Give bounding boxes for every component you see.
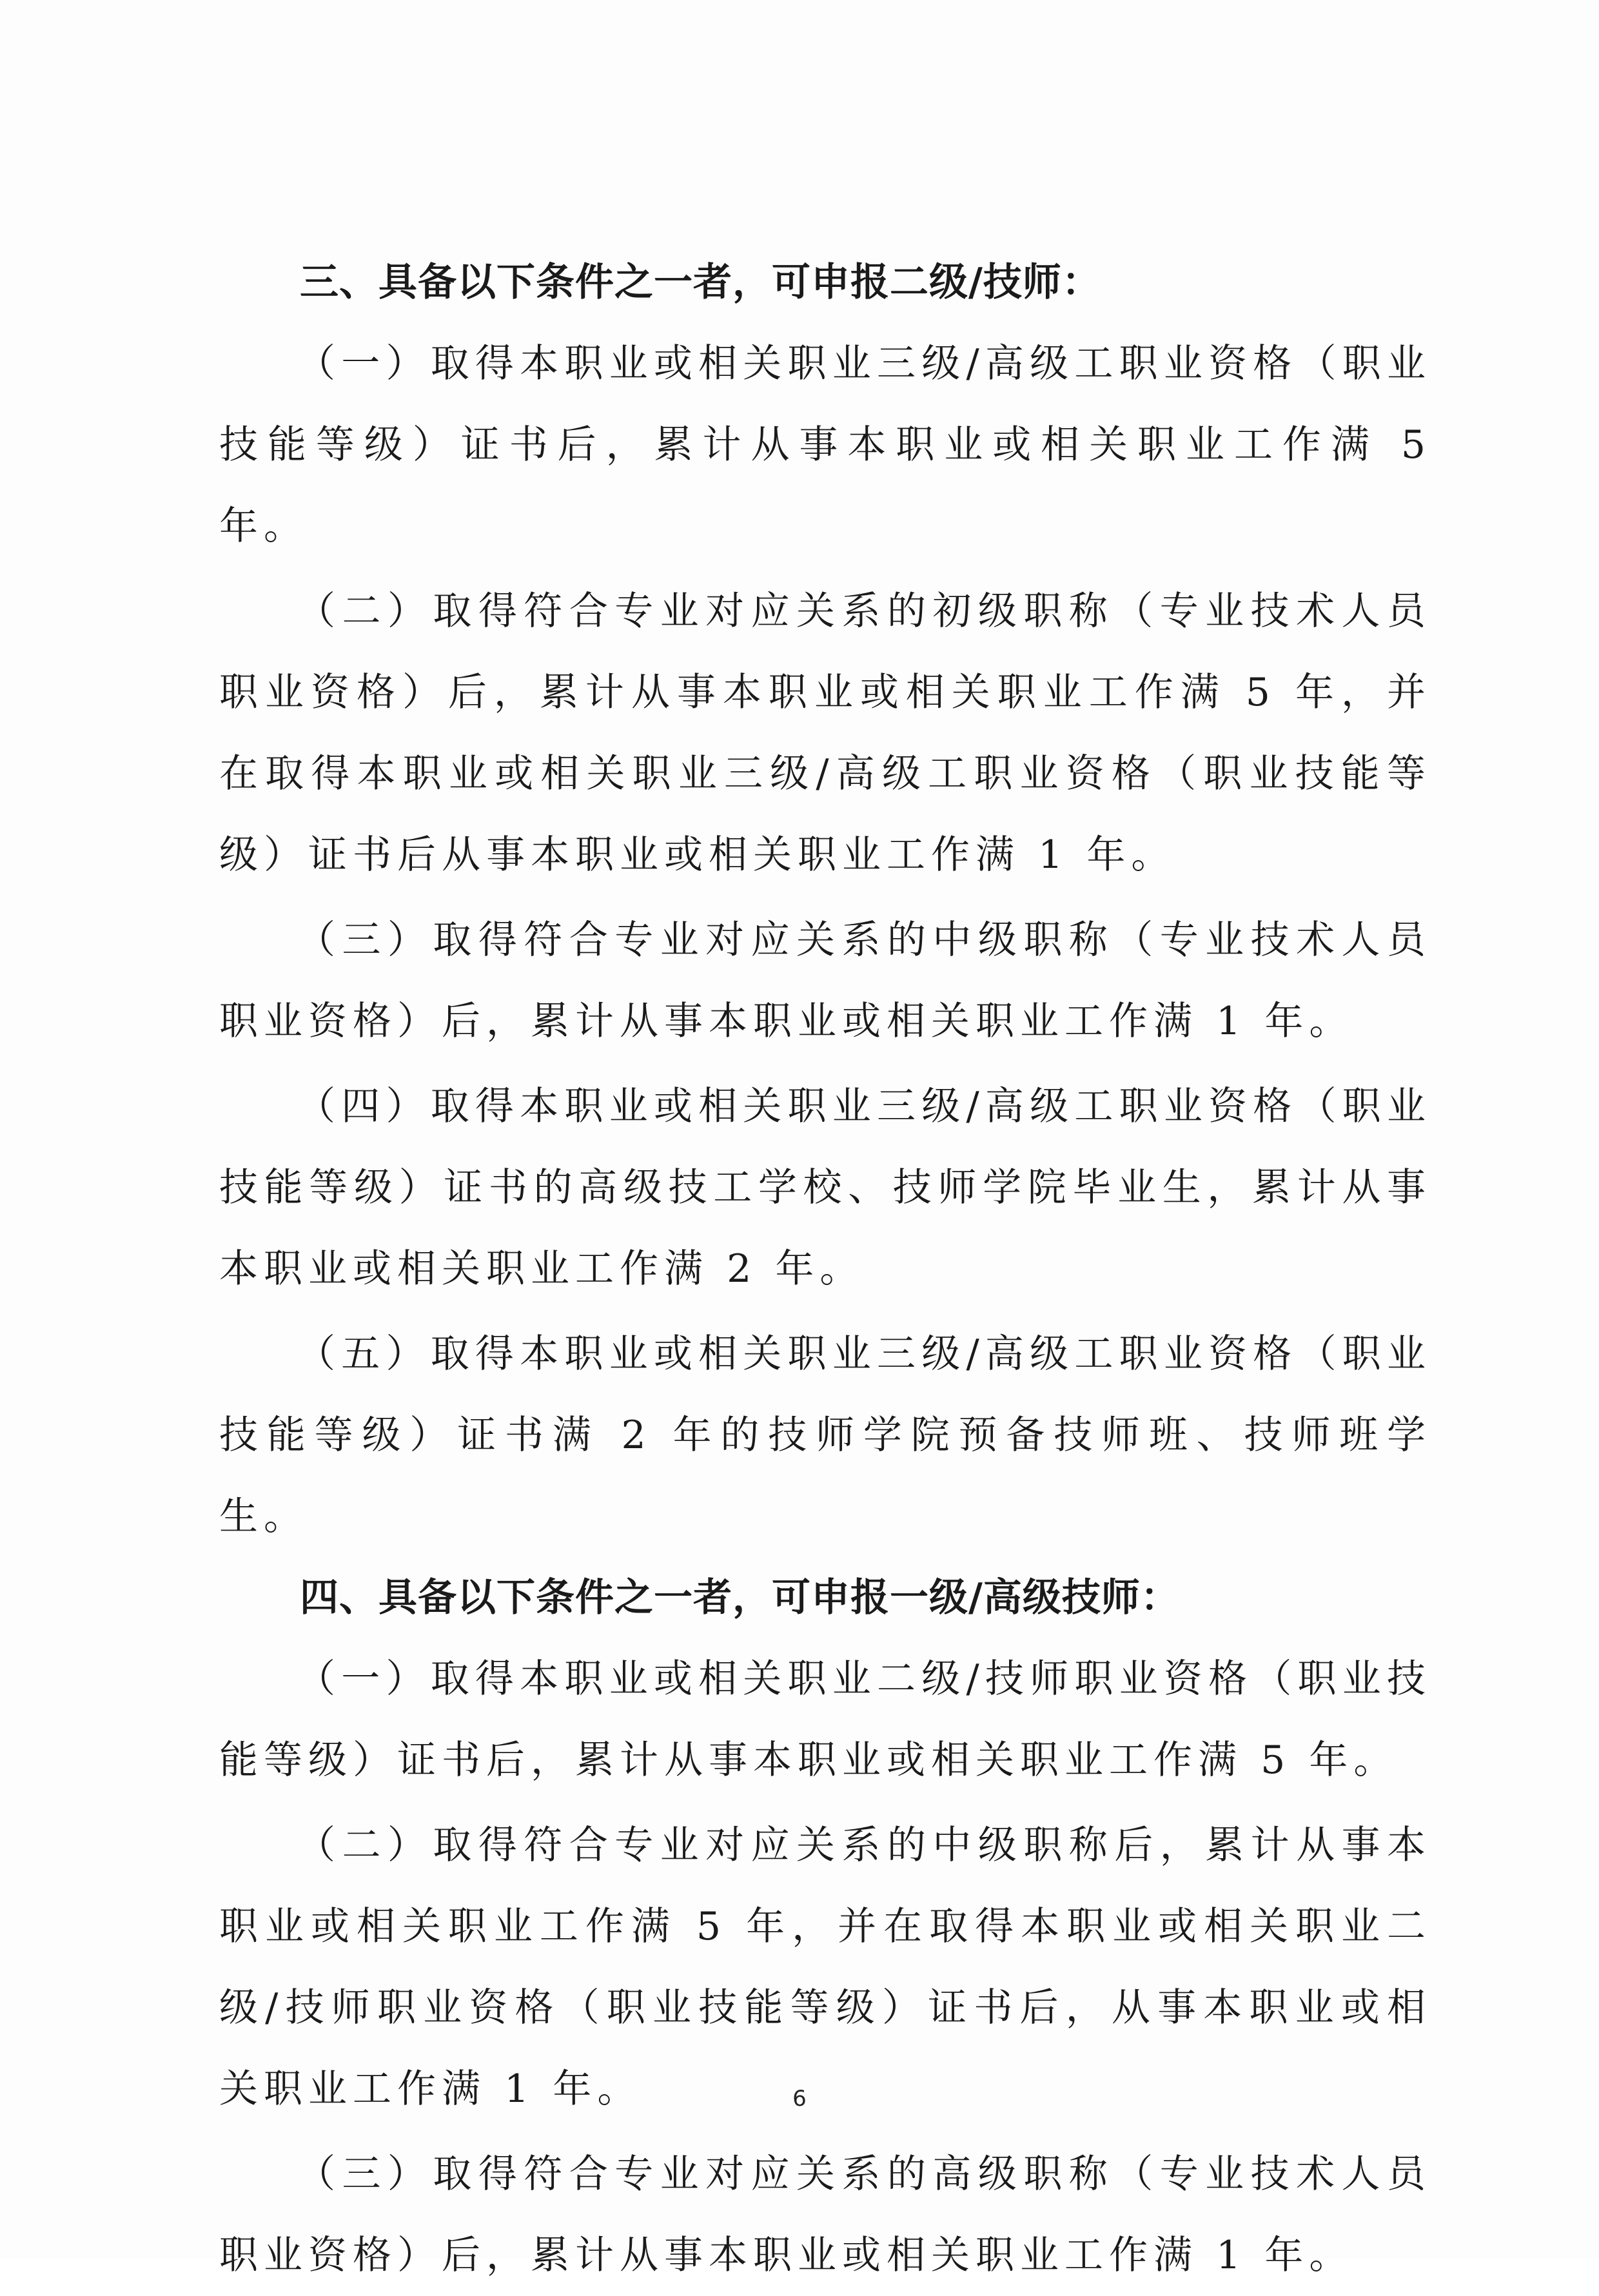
condition-item: （三）取得符合专业对应关系的高级职称（专业技术人员职业资格）后，累计从事本职业或相关职业工作满 1 年。 (219, 2152, 1431, 2278)
condition-item: （一）取得本职业或相关职业三级/高级工职业资格（职业技能等级）证书后，累计从事本职业或相关职业工作满 5 年。 (219, 341, 1431, 549)
section-heading-level-2: 三、具备以下条件之一者，可申报二级/技师： (300, 260, 1101, 305)
condition-item: （五）取得本职业或相关职业三级/高级工职业资格（职业技能等级）证书满 2 年的技师学院预备技师班、技师班学生。 (219, 1331, 1431, 1539)
condition-item: （四）取得本职业或相关职业三级/高级工职业资格（职业技能等级）证书的高级技工学校、技师学院毕业生，累计从事本职业或相关职业工作满 2 年。 (219, 1084, 1431, 1291)
condition-item: （三）取得符合专业对应关系的中级职称（专业技术人员职业资格）后，累计从事本职业或相关职业工作满 1 年。 (219, 917, 1431, 1044)
section-heading-level-1: 四、具备以下条件之一者，可申报一级/高级技师： (300, 1575, 1180, 1620)
condition-item: （一）取得本职业或相关职业二级/技师职业资格（职业技能等级）证书后，累计从事本职业或相关职业工作满 5 年。 (219, 1656, 1431, 1783)
document-body (219, 242, 1431, 2296)
page-number: 6 (792, 2086, 807, 2112)
condition-item: （二）取得符合专业对应关系的初级职称（专业技术人员职业资格）后，累计从事本职业或相关职业工作满 5 年，并在取得本职业或相关职业三级/高级工职业资格（职业技能等级）证书后从事本职业或相关职业工作满 1 年。 (219, 589, 1431, 878)
condition-item: （二）取得符合专业对应关系的中级职称后，累计从事本职业或相关职业工作满 5 年，并在取得本职业或相关职业二级/技师职业资格（职业技能等级）证书后，从事本职业或相关职业工作满 1 年。 (219, 1823, 1431, 2112)
